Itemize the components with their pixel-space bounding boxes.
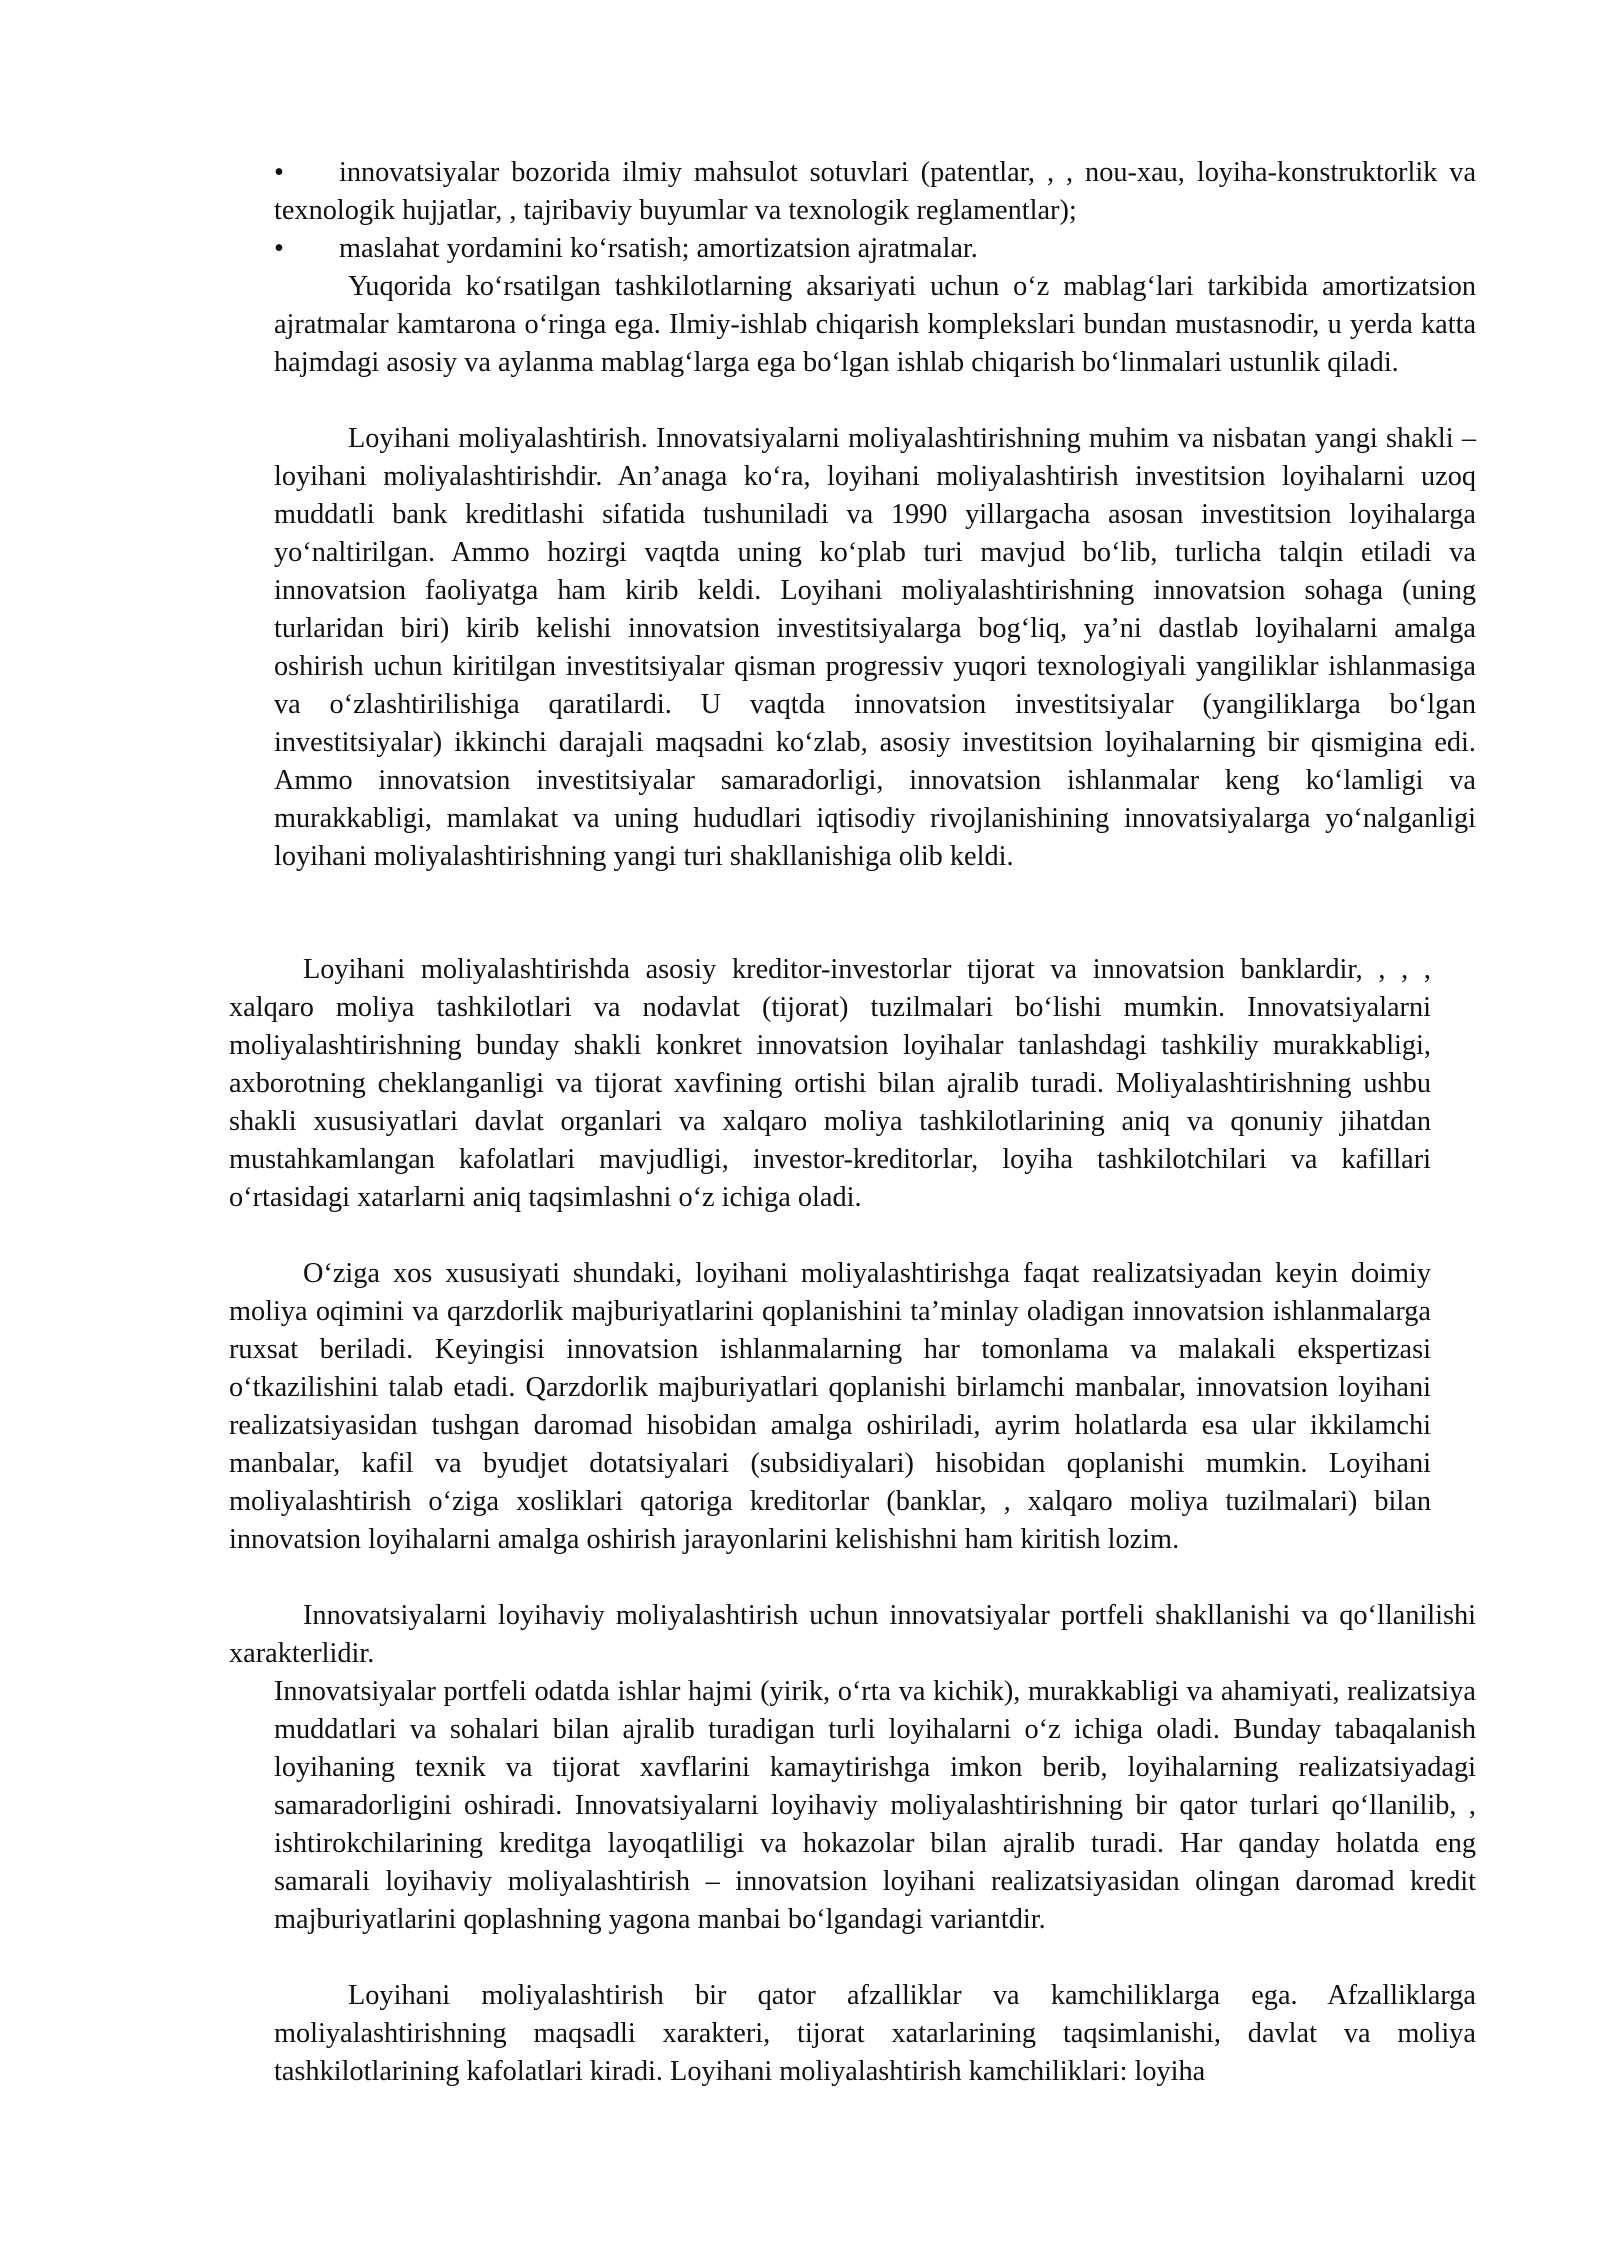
paragraph-amortization: Yuqorida ko‘rsatilgan tashkilotlarning aksariyati uchun o‘z mablag‘lari tarkibida amortizatsion ajratmalar kamtarona o‘ringa ega. Ilmiy-ishlab chiqarish komplekslari bundan mustasnodir, u yerda katta hajmdagi asosiy va aylanma mablag‘larga ega bo‘lgan ishlab chiqarish bo‘linmalari ustunlik qiladi. (274, 271, 1476, 378)
paragraph-features: O‘ziga xos xususiyati shundaki, loyihani moliyalashtirishga faqat realizatsiyadan keyin doimiy moliya oqimini va qarzdorlik majburiyatlarini qoplanishini ta’minlay oladigan innovatsion ishlanmalarga ruxsat beriladi. Keyingisi innovatsion ishlanmalarning har tomonlama va malakali ekspertizasi o‘tkazilishini talab etadi. Qarzdorlik majburiyatlari qoplanishi birlamchi manbalar, innovatsion loyihani realizatsiyasidan tushgan daromad hisobidan amalga oshiriladi, ayrim holatlarda esa ular ikkilamchi manbalar, kafil va byudjet dotatsiyalari (subsidiyalari) hisobidan qoplanishi mumkin. Loyihani moliyalashtirish o‘ziga xosliklari qatoriga kreditorlar (banklar, , xalqaro moliya tuzilmalari) bilan innovatsion loyihalarni amalga oshirish jarayonlarini kelishishni ham kiritish lozim. (229, 1258, 1431, 1555)
bullet-text: maslahat yordamini ko‘rsatish; amortizatsion ajratmalar. (339, 233, 978, 264)
paragraph-portfolio-intro: Innovatsiyalarni loyihaviy moliyalashtirish uchun innovatsiyalar portfeli shakllanishi va qo‘llanilishi xarakterlidir. (229, 1600, 1476, 1669)
bullet-item-1 (274, 154, 1476, 230)
bullet-dot: • (274, 233, 284, 264)
paragraph-creditor-investors: Loyihani moliyalashtirishda asosiy kreditor-investorlar tijorat va innovatsion banklardir, , , , xalqaro moliya tashkilotlari va nodavlat (tijorat) tuzilmalari bo‘lishi mumkin. Innovatsiyalarni moliyalashtirishning bunday shakli konkret innovatsion loyihalar tanlashdagi tashkiliy murakkabligi, axborotning cheklanganligi va tijorat xavfining ortishi bilan ajralib turadi. Moliyalashtirishning ushbu shakli xususiyatlari davlat organlari va xalqaro moliya tashkilotlarining aniq va qonuniy jihatdan mustahkamlangan kafolatlari mavjudligi, investor-kreditorlar, loyiha tashkilotchilari va kafillari o‘rtasidagi xatarlarni aniq taqsimlashni o‘z ichiga oladi. (229, 954, 1431, 1213)
paragraph-advantages: Loyihani moliyalashtirish bir qator afzalliklar va kamchiliklarga ega. Afzalliklarga moliyalashtirishning maqsadli xarakteri, tijorat xatarlarining taqsimlanishi, davlat va moliya tashkilotlarining kafolatlari kiradi. Loyihani moliyalashtirish kamchiliklari: loyiha (274, 1980, 1476, 2087)
bullet-dot: • (274, 157, 284, 188)
paragraph-project-financing: Loyihani moliyalashtirish. Innovatsiyalarni moliyalashtirishning muhim va nisbatan yangi shakli – loyihani moliyalashtirishdir. An’anaga ko‘ra, loyihani moliyalashtirish investitsion loyihalarni uzoq muddatli bank kreditlashi sifatida tushuniladi va 1990 yillargacha asosan investitsion loyihalarga yo‘naltirilgan. Ammo hozirgi vaqtda uning ko‘plab turi mavjud bo‘lib, turlicha talqin etiladi va innovatsion faoliyatga ham kirib keldi. Loyihani moliyalashtirishning innovatsion sohaga (uning turlaridan biri) kirib kelishi innovatsion investitsiyalarga bog‘liq, ya’ni dastlab loyihalarni amalga oshirish uchun kiritilgan investitsiyalar qisman progressiv yuqori texnologiyali yangiliklar ishlanmasiga va o‘zlashtirilishiga qaratilardi. U vaqtda innovatsion investitsiyalar (yangiliklarga bo‘lgan investitsiyalar) ikkinchi darajali maqsadni ko‘zlab, asosiy investitsion loyihalarning bir qismigina edi. Ammo innovatsion investitsiyalar samaradorligi, innovatsion ishlanmalar keng ko‘lamligi va murakkabligi, mamlakat va uning hududlari iqtisodiy rivojlanishining innovatsiyalarga yo‘nalganligi loyihani moliyalashtirishning yangi turi shakllanishiga olib keldi. (274, 423, 1476, 872)
paragraph-portfolio: Innovatsiyalar portfeli odatda ishlar hajmi (yirik, o‘rta va kichik), murakkabligi va ahamiyati, realizatsiya muddatlari va sohalari bilan ajralib turadigan turli loyihalarni o‘z ichiga oladi. Bunday tabaqalanish loyihaning texnik va tijorat xavflarini kamaytirishga imkon berib, loyihalarning realizatsiyadagi samaradorligini oshiradi. Innovatsiyalarni loyihaviy moliyalashtirishning bir qator turlari qo‘llanilib, , ishtirokchilarining kreditga layoqatliligi va hokazolar bilan ajralib turadi. Har qanday holatda eng samarali loyihaviy moliyalashtirish – innovatsion loyihani realizatsiyasidan olingan daromad kredit majburiyatlarini qoplashning yagona manbai bo‘lgandagi variantdir. (274, 1676, 1476, 1935)
bullet-text: innovatsiyalar bozorida ilmiy mahsulot sotuvlari (patentlar, , , nou-xau, loyiha-konstruktorlik va texnologik hujjatlar, , tajribaviy buyumlar va texnologik reglamentlar); (274, 157, 1476, 226)
bullet-item-2 (274, 230, 1476, 268)
